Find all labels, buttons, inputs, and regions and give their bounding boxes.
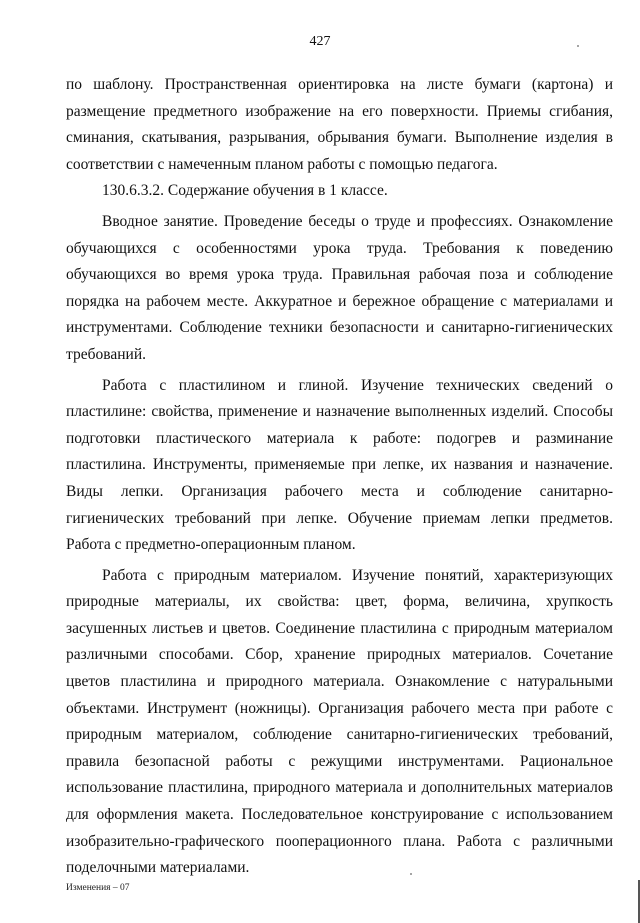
page-number: 427 <box>309 34 331 49</box>
scan-speck <box>410 873 412 875</box>
paragraph-natural-material: Работа с природным материалом. Изучение понятий, характеризующих природные материалы, их свойства: цвет, форма, величина, хрупкость засушенных листьев и цветов. Соединение пластилина с природным материалом различными способами. Сбор, хранение природных материалов. Сочетание цветов пластилина и природного материала. Ознакомление с натуральными объектами. Инструмент (ножницы). Организация рабочего места при работе с природным материалом, соблюдение санитарно-гигиенических требований, правила безопасной работы с режущими инструментами. Рациональное использование пластилина, природного материала и дополнительных материалов для оформления макета. Последовательное конструирование с использованием изобразительно-графического пооперационного плана. Работа с различными поделочными материалами. <box>66 566 613 877</box>
paragraph-continuation: по шаблону. Пространственная ориентировка на листе бумаги (картона) и размещение предметного изображение на его поверхности. Приемы сгибания, сминания, скатывания, разрывания, обрывания бумаги. Выполнение изделия в соответствии с намеченным планом работы с помощью педагога. <box>66 76 613 173</box>
scan-speck <box>577 45 579 47</box>
paragraph-intro-lesson: Вводное занятие. Проведение беседы о труде и профессиях. Ознакомление обучающихся с особенностями урока труда. Требования к поведению обучающихся во время урока труда. Правильная рабочая поза и соблюдение порядка на рабочем месте. Аккуратное и бережное обращение с материалами и инструментами. Соблюдение техники безопасности и санитарно-гигиенических требований. <box>66 212 613 363</box>
page-footer: Изменения – 07 <box>66 883 130 893</box>
document-body <box>66 72 613 882</box>
section-heading: 130.6.3.2. Содержание обучения в 1 классе. <box>102 182 388 200</box>
paragraph-plasticine: Работа с пластилином и глиной. Изучение технических сведений о пластилине: свойства, применение и назначение выполненных изделий. Способы подготовки пластического материала к работе: подогрев и разминание пластилина. Инструменты, применяемые при лепке, их названия и назначение. Виды лепки. Организация рабочего места и соблюдение санитарно-гигиенических требований при лепке. Обучение приемам лепки предметов. Работа с предметно-операционным планом. <box>66 376 613 554</box>
